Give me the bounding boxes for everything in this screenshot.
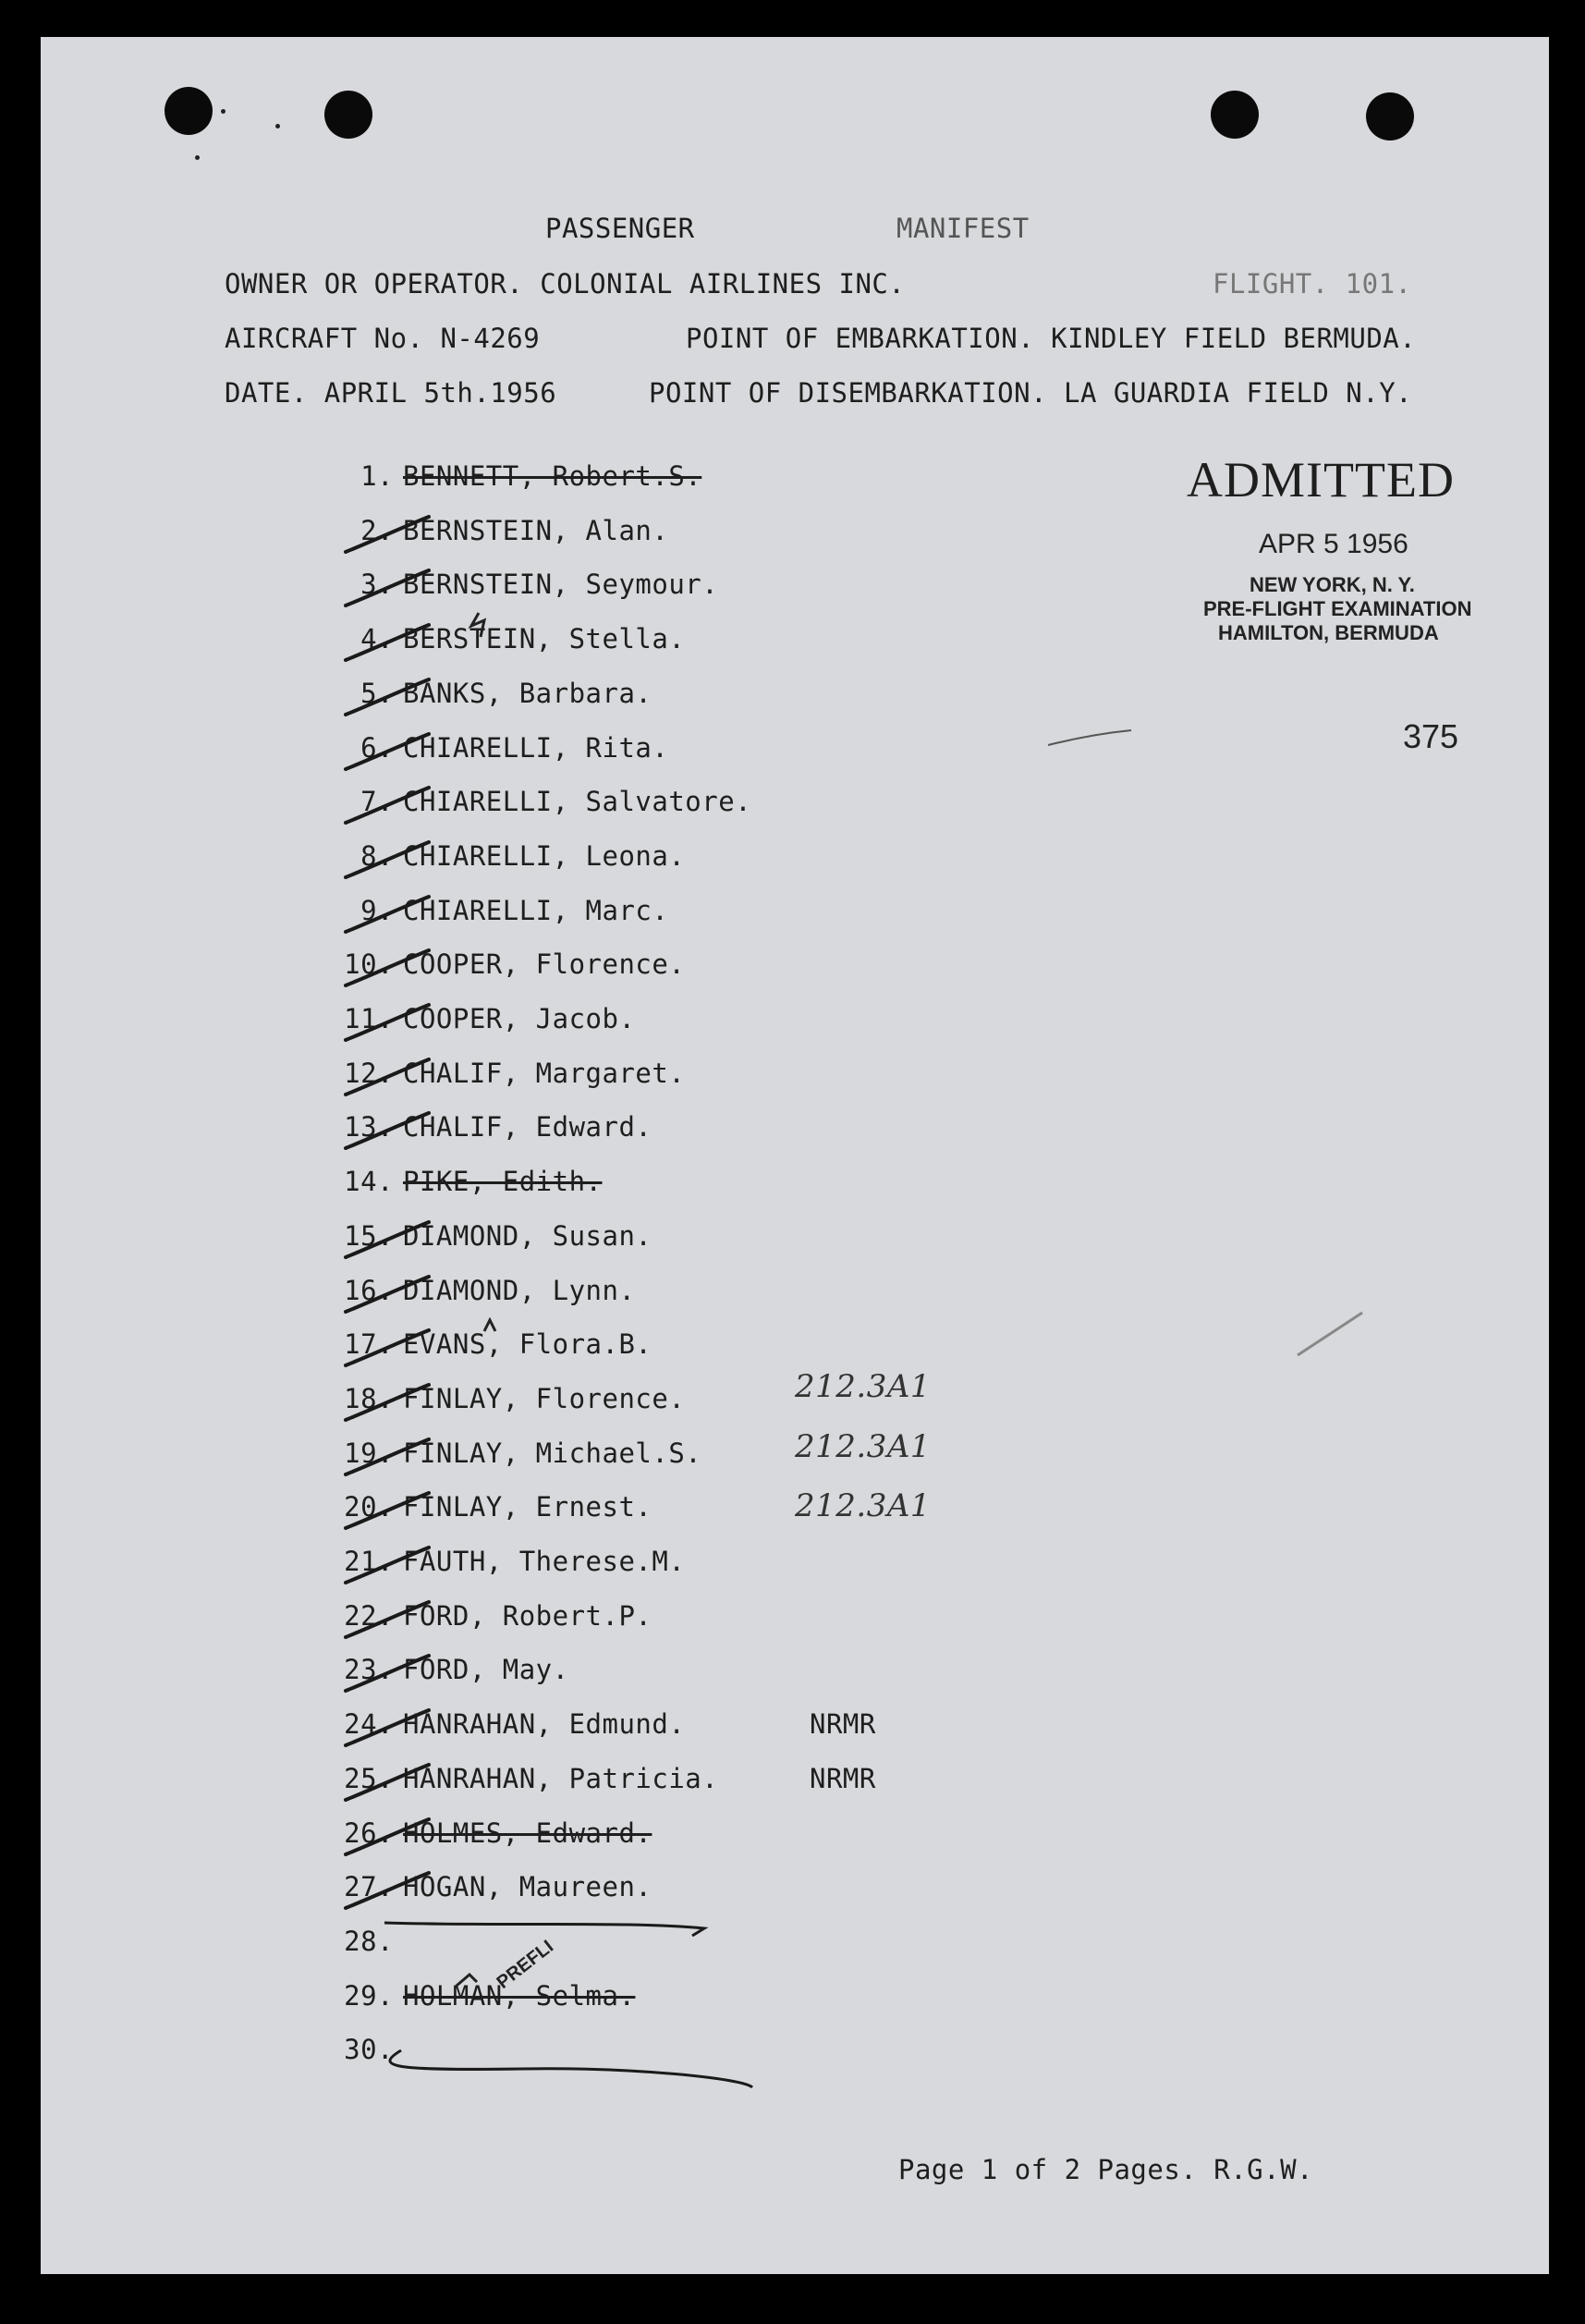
passenger-row (41, 1871, 1549, 1912)
point-of-disembarkation: POINT OF DISEMBARKATION. LA GUARDIA FIELD N.Y. (649, 377, 1413, 409)
passenger-number: 27. (344, 1871, 394, 1902)
passenger-number: 29. (344, 1980, 394, 2012)
passenger-row (41, 1275, 1549, 1315)
passenger-number: 9. (360, 895, 394, 926)
status-code: NRMR (810, 1708, 876, 1740)
passenger-row (41, 1111, 1549, 1152)
passenger-number: 4. (360, 623, 394, 654)
passenger-number: 17. (344, 1328, 394, 1360)
passenger-number: 12. (344, 1058, 394, 1089)
passenger-row (41, 732, 1549, 773)
status-code: NRMR (810, 1763, 876, 1794)
passenger-number: 7. (360, 786, 394, 817)
passenger-name: DIAMOND, Lynn. (403, 1275, 636, 1306)
passenger-number: 15. (344, 1220, 394, 1252)
stamp-hamilton: HAMILTON, BERMUDA (1218, 621, 1439, 644)
passenger-name: DIAMOND, Susan. (403, 1220, 652, 1252)
passenger-name: FINLAY, Michael.S. (403, 1437, 702, 1469)
passenger-name: PIKE, Edith. (403, 1166, 603, 1197)
passenger-number: 6. (360, 732, 394, 764)
passenger-name: CHIARELLI, Marc. (403, 895, 669, 926)
aircraft-number: AIRCRAFT No. N-4269 (225, 323, 541, 354)
owner-operator: OWNER OR OPERATOR. COLONIAL AIRLINES INC. (225, 268, 906, 300)
passenger-number: 14. (344, 1166, 394, 1197)
passenger-name: CHIARELLI, Salvatore. (403, 786, 752, 817)
passenger-name: FINLAY, Florence. (403, 1383, 686, 1414)
passenger-name: BANKS, Barbara. (403, 678, 652, 709)
handwritten-note: 212.3A1 (795, 1368, 932, 1405)
passenger-row (41, 1428, 1549, 1478)
title-passenger: PASSENGER (545, 213, 695, 244)
passenger-row (41, 1368, 1549, 1424)
passenger-number: 11. (344, 1003, 394, 1034)
passenger-number: 5. (360, 678, 394, 709)
passenger-row (41, 1600, 1549, 1641)
passenger-name: HOLMAN, Selma. (403, 1980, 636, 2012)
passenger-number: 16. (344, 1275, 394, 1306)
passenger-row (41, 1220, 1549, 1261)
passenger-number: 19. (344, 1437, 394, 1469)
passenger-name: BERNSTEIN, Seymour. (403, 569, 719, 600)
passenger-row (41, 1926, 1549, 1966)
passenger-number: 26. (344, 1817, 394, 1849)
passenger-number: 13. (344, 1111, 394, 1143)
passenger-number: 1. (360, 460, 394, 492)
passenger-row (41, 515, 1549, 556)
passenger-name: FORD, Robert.P. (403, 1600, 652, 1632)
passenger-number: 8. (360, 840, 394, 872)
stamp-examination: PRE-FLIGHT EXAMINATION (1203, 597, 1472, 620)
passenger-row (41, 1654, 1549, 1694)
passenger-row (41, 1003, 1549, 1044)
passenger-name: FORD, May. (403, 1654, 569, 1685)
passenger-name: CHIARELLI, Rita. (403, 732, 669, 764)
point-of-embarkation: POINT OF EMBARKATION. KINDLEY FIELD BERMUDA. (686, 323, 1417, 354)
passenger-number: 22. (344, 1600, 394, 1632)
stamp-number: 375 (1403, 717, 1459, 755)
passenger-name: FINLAY, Ernest. (403, 1491, 652, 1523)
passenger-row (41, 1980, 1549, 2021)
passenger-row (41, 1058, 1549, 1098)
page-count: Page 1 of 2 Pages. R.G.W. (898, 2154, 1313, 2185)
passenger-row (41, 1487, 1549, 1532)
handwritten-note: 212.3A1 (795, 1487, 932, 1524)
passenger-name: EVANS, Flora.B. (403, 1328, 652, 1360)
passenger-name: HOGAN, Maureen. (403, 1871, 652, 1902)
passenger-row (41, 948, 1549, 989)
passenger-row (41, 1763, 1549, 1804)
title-manifest: MANIFEST (896, 213, 1030, 244)
flight-number: FLIGHT. 101. (1213, 268, 1412, 300)
passenger-name: HANRAHAN, Edmund. (403, 1708, 686, 1740)
passenger-number: 18. (344, 1383, 394, 1414)
passenger-list (41, 37, 1549, 2274)
passenger-row (41, 895, 1549, 936)
preflight-stamp-fragment: PREFLI (493, 1936, 558, 1993)
stamp-admitted-text: ADMITTED (1187, 452, 1455, 508)
manifest-page (41, 37, 1549, 2274)
passenger-name: BENNETT, Robert.S. (403, 460, 702, 492)
passenger-row (41, 1817, 1549, 1858)
passenger-row (41, 840, 1549, 881)
handwritten-note: 212.3A1 (795, 1428, 932, 1465)
manifest-date: DATE. APRIL 5th.1956 (225, 377, 557, 409)
passenger-row (41, 1546, 1549, 1586)
passenger-number: 25. (344, 1763, 394, 1794)
passenger-name: COOPER, Florence. (403, 948, 686, 980)
passenger-number: 21. (344, 1546, 394, 1577)
passenger-name: FAUTH, Therese.M. (403, 1546, 686, 1577)
passenger-name: CHALIF, Edward. (403, 1111, 652, 1143)
passenger-number: 28. (344, 1926, 394, 1957)
passenger-row (41, 1166, 1549, 1206)
passenger-number: 23. (344, 1654, 394, 1685)
stamp-location: NEW YORK, N. Y. (1250, 573, 1415, 596)
passenger-row (41, 1328, 1549, 1369)
passenger-name: BERSTEIN, Stella. (403, 623, 686, 654)
passenger-number: 30. (344, 2034, 394, 2065)
passenger-row (41, 678, 1549, 718)
passenger-row (41, 1708, 1549, 1749)
passenger-number: 24. (344, 1708, 394, 1740)
passenger-number: 3. (360, 569, 394, 600)
passenger-name: CHALIF, Margaret. (403, 1058, 686, 1089)
passenger-name: COOPER, Jacob. (403, 1003, 636, 1034)
passenger-name: BERNSTEIN, Alan. (403, 515, 669, 546)
passenger-number: 10. (344, 948, 394, 980)
stamp-date: APR 5 1956 (1259, 529, 1408, 559)
passenger-name: CHIARELLI, Leona. (403, 840, 686, 872)
passenger-row (41, 2034, 1549, 2074)
passenger-number: 20. (344, 1491, 394, 1523)
passenger-row (41, 569, 1549, 609)
passenger-row (41, 460, 1549, 501)
passenger-name: HOLMES, Edward. (403, 1817, 652, 1849)
passenger-name: HANRAHAN, Patricia. (403, 1763, 719, 1794)
passenger-number: 2. (360, 515, 394, 546)
passenger-row (41, 786, 1549, 826)
passenger-row (41, 623, 1549, 664)
